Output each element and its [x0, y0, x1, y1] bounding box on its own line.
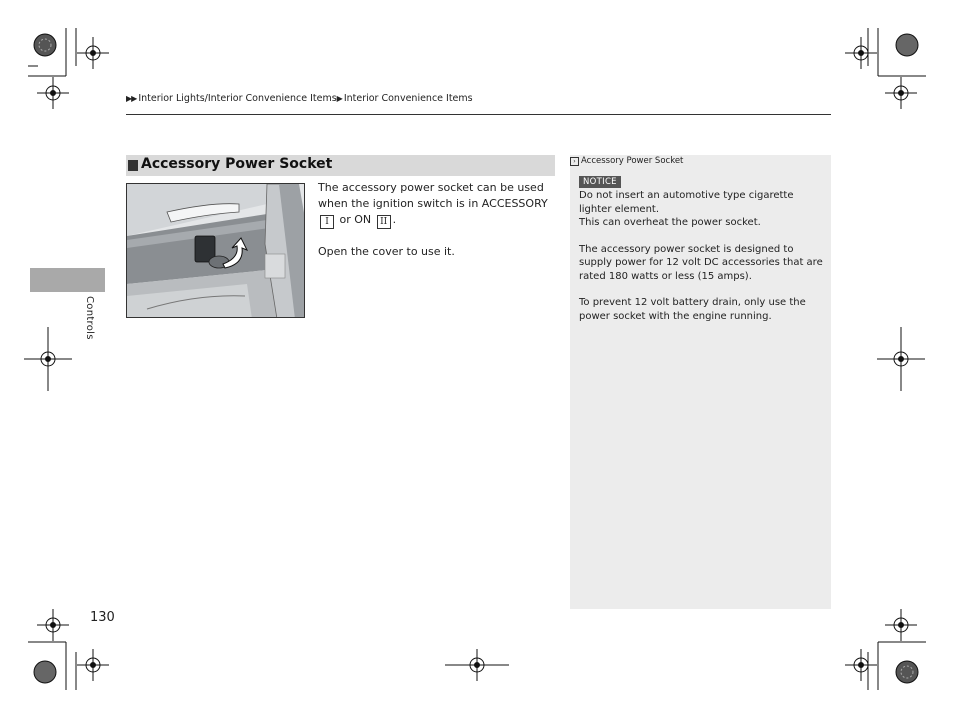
- section-body: [318, 180, 558, 275]
- ignition-on-key: II: [377, 215, 391, 229]
- breadcrumb: [126, 93, 473, 104]
- notice-badge: NOTICE: [579, 176, 621, 188]
- ignition-accessory-key: I: [320, 215, 334, 229]
- power-socket-illustration: [126, 183, 305, 318]
- reference-icon: ›: [570, 157, 579, 166]
- breadcrumb-item-interior-lights[interactable]: Interior Lights/Interior Convenience Items: [138, 93, 337, 104]
- square-bullet-icon: [128, 160, 138, 171]
- page-number: 130: [90, 610, 115, 625]
- chapter-tab: [30, 268, 105, 292]
- battery-drain-text: To prevent 12 volt battery drain, only use the power socket with the engine running.: [579, 297, 806, 322]
- section-heading-bar: [126, 155, 555, 176]
- double-arrow-icon: ▶▶: [126, 94, 137, 103]
- note-heading[interactable]: › Accessory Power Socket: [570, 156, 683, 166]
- header-divider: [126, 114, 831, 115]
- breadcrumb-item-convenience-items[interactable]: Interior Convenience Items: [343, 93, 473, 104]
- note-body: [579, 189, 825, 336]
- chapter-tab-label: Controls: [84, 296, 95, 340]
- capacity-text: The accessory power socket is designed to supply power for 12 volt DC accessories that are rated 180 watts or less (15 amps).: [579, 243, 823, 282]
- open-cover-paragraph: Open the cover to use it.: [318, 245, 455, 258]
- sidebar-note: [570, 155, 831, 609]
- section-title: Accessory Power Socket: [141, 156, 333, 172]
- instruction-paragraph: The accessory power socket can be used when the ignition switch is in ACCESSORY I or ON II .: [318, 181, 548, 227]
- notice-text: Do not insert an automotive type cigarette lighter element. This can overheat the power socket.: [579, 190, 794, 228]
- arrow-icon: ▶: [336, 94, 342, 103]
